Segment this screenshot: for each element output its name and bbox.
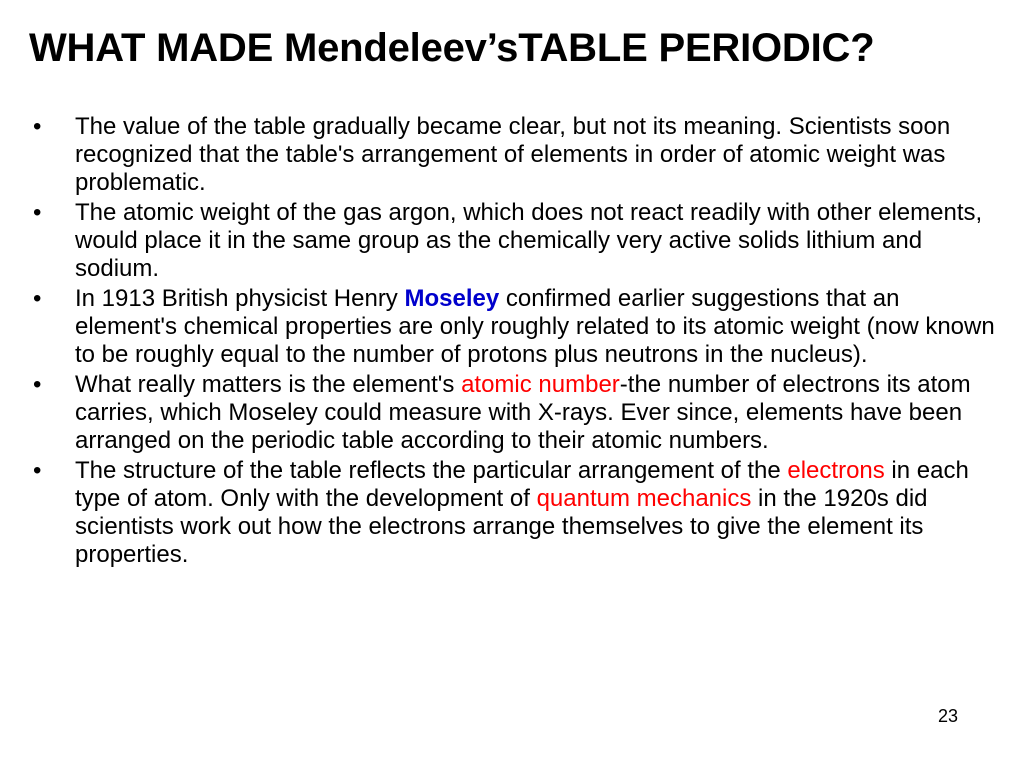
bullet-marker: • xyxy=(33,371,42,398)
bullet-text: In 1913 British physicist Henry xyxy=(75,285,405,312)
bullet-text: What really matters is the element's xyxy=(75,371,462,398)
bullet-item-1 xyxy=(28,113,1003,197)
bullet-item-2 xyxy=(28,199,1003,283)
bullet-marker: • xyxy=(33,199,42,226)
bullet-text: in the 1920s did scientists work out how the electrons arrange themselves to give the element its properties. xyxy=(75,485,928,568)
highlight-electrons: electrons xyxy=(787,457,885,484)
bullet-text: The value of the table gradually became clear, but not its meaning. Scientists soon recognized that the table's arrangement of elements in order of atomic weight was problematic. xyxy=(75,113,951,196)
bullet-text: -the number of electrons its atom carries, which Moseley could measure with X-rays. Ever since, elements have been arranged on the periodic table according to their atomic numbers. xyxy=(75,371,971,454)
bullet-marker: • xyxy=(33,113,42,140)
highlight-moseley: Moseley xyxy=(404,285,500,312)
highlight-quantum-mechanics: quantum mechanics xyxy=(536,485,752,512)
bullet-text: The structure of the table reflects the particular arrangement of the xyxy=(75,457,788,484)
page-number: 23 xyxy=(938,706,959,726)
bullet-marker: • xyxy=(33,457,42,484)
bullet-text: The atomic weight of the gas argon, which does not react readily with other elements, would place it in the same group as the chemically very active solids lithium and sodium. xyxy=(75,199,983,282)
bullet-item-3 xyxy=(28,285,1003,369)
bullet-item-4 xyxy=(28,371,1003,455)
bullet-list xyxy=(28,113,1003,571)
slide-title: WHAT MADE Mendeleev’sTABLE PERIODIC? xyxy=(29,26,875,70)
bullet-text: in each type of atom. Only with the development of xyxy=(75,457,969,512)
bullet-marker: • xyxy=(33,285,42,312)
bullet-text: confirmed earlier suggestions that an element's chemical properties are only roughly related to its atomic weight (now known to be roughly equal to the number of protons plus neutrons in the nucleus). xyxy=(75,285,995,368)
highlight-atomic-number: atomic number xyxy=(461,371,620,398)
bullet-item-5 xyxy=(28,457,1003,569)
